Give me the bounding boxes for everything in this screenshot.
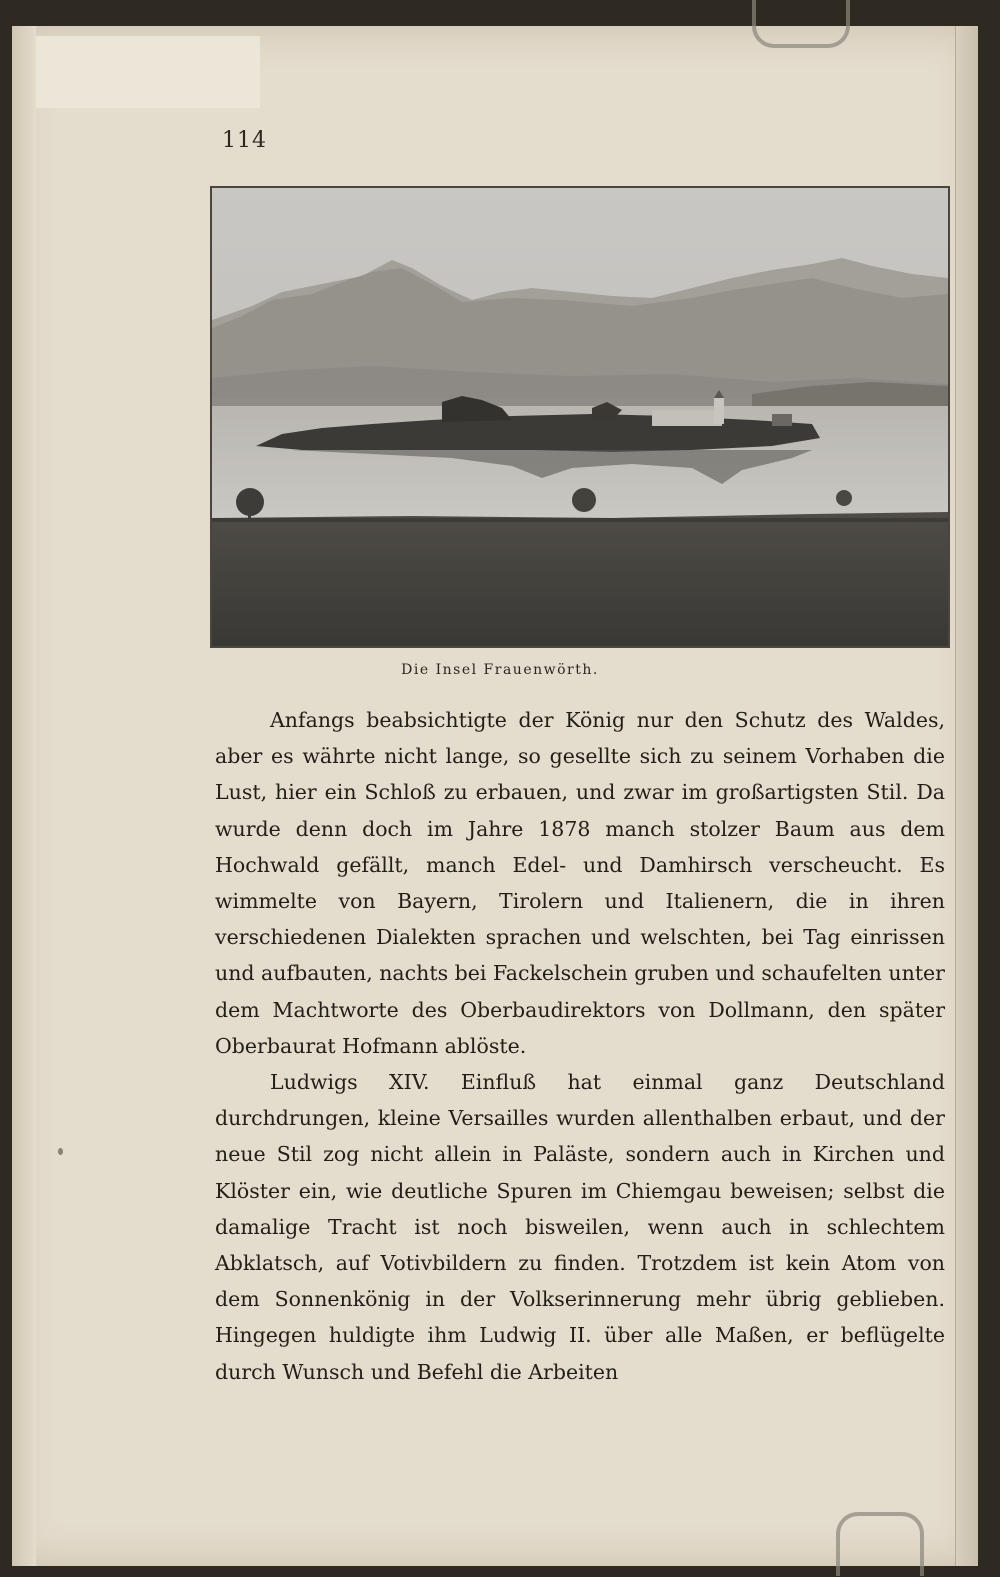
page-edge xyxy=(955,26,978,1566)
page-gutter xyxy=(12,26,36,1566)
body-text xyxy=(215,702,945,1390)
paper-clip-top xyxy=(752,0,850,48)
paper-clip-bottom xyxy=(836,1512,924,1576)
paper-patch xyxy=(36,36,260,108)
figure-caption: Die Insel Frauenwörth. xyxy=(401,662,599,678)
paragraph: Anfangs beabsichtigte der König nur den Schutz des Waldes, aber es währte nicht lange, so gesellte sich zu seinem Vorhaben die Lust, hier ein Schloß zu erbauen, und zwar im großartigsten Stil. Da wurde denn doch im Jahre 1878 manch stolzer Baum aus dem Hochwald gefällt, manch Edel- und Damhirsch verscheucht. Es wimmelte von Bayern, Tirolern und Italienern, die in ihren verschiedenen Dialekten sprachen und welschten, bei Tag einrissen und aufbauten, nachts bei Fackelschein gruben und schaufelten unter dem Machtworte des Oberbaudirektors von Dollmann, den später Oberbaurat Hofmann ablöste. xyxy=(215,708,945,1058)
paragraph: Ludwigs XIV. Einfluß hat einmal ganz Deutschland durchdrungen, kleine Versailles wurden allenthalben erbaut, und der neue Stil zog nicht allein in Paläste, sondern auch in Kirchen und Klöster ein, wie deutliche Spuren im Chiemgau beweisen; selbst die damalige Tracht ist noch bisweilen, wenn auch in schlechtem Abklatsch, auf Votivbildern zu finden. Trotzdem ist kein Atom von dem Sonnenkönig in der Volkserinnerung mehr übrig geblieben. Hingegen huldigte ihm Ludwig II. über alle Maßen, er beflügelte durch Wunsch und Befehl die Arbeiten xyxy=(215,1070,945,1384)
page-number: 114 xyxy=(222,128,267,153)
lake-island-photograph xyxy=(210,186,950,648)
paper-spot xyxy=(58,1148,63,1155)
